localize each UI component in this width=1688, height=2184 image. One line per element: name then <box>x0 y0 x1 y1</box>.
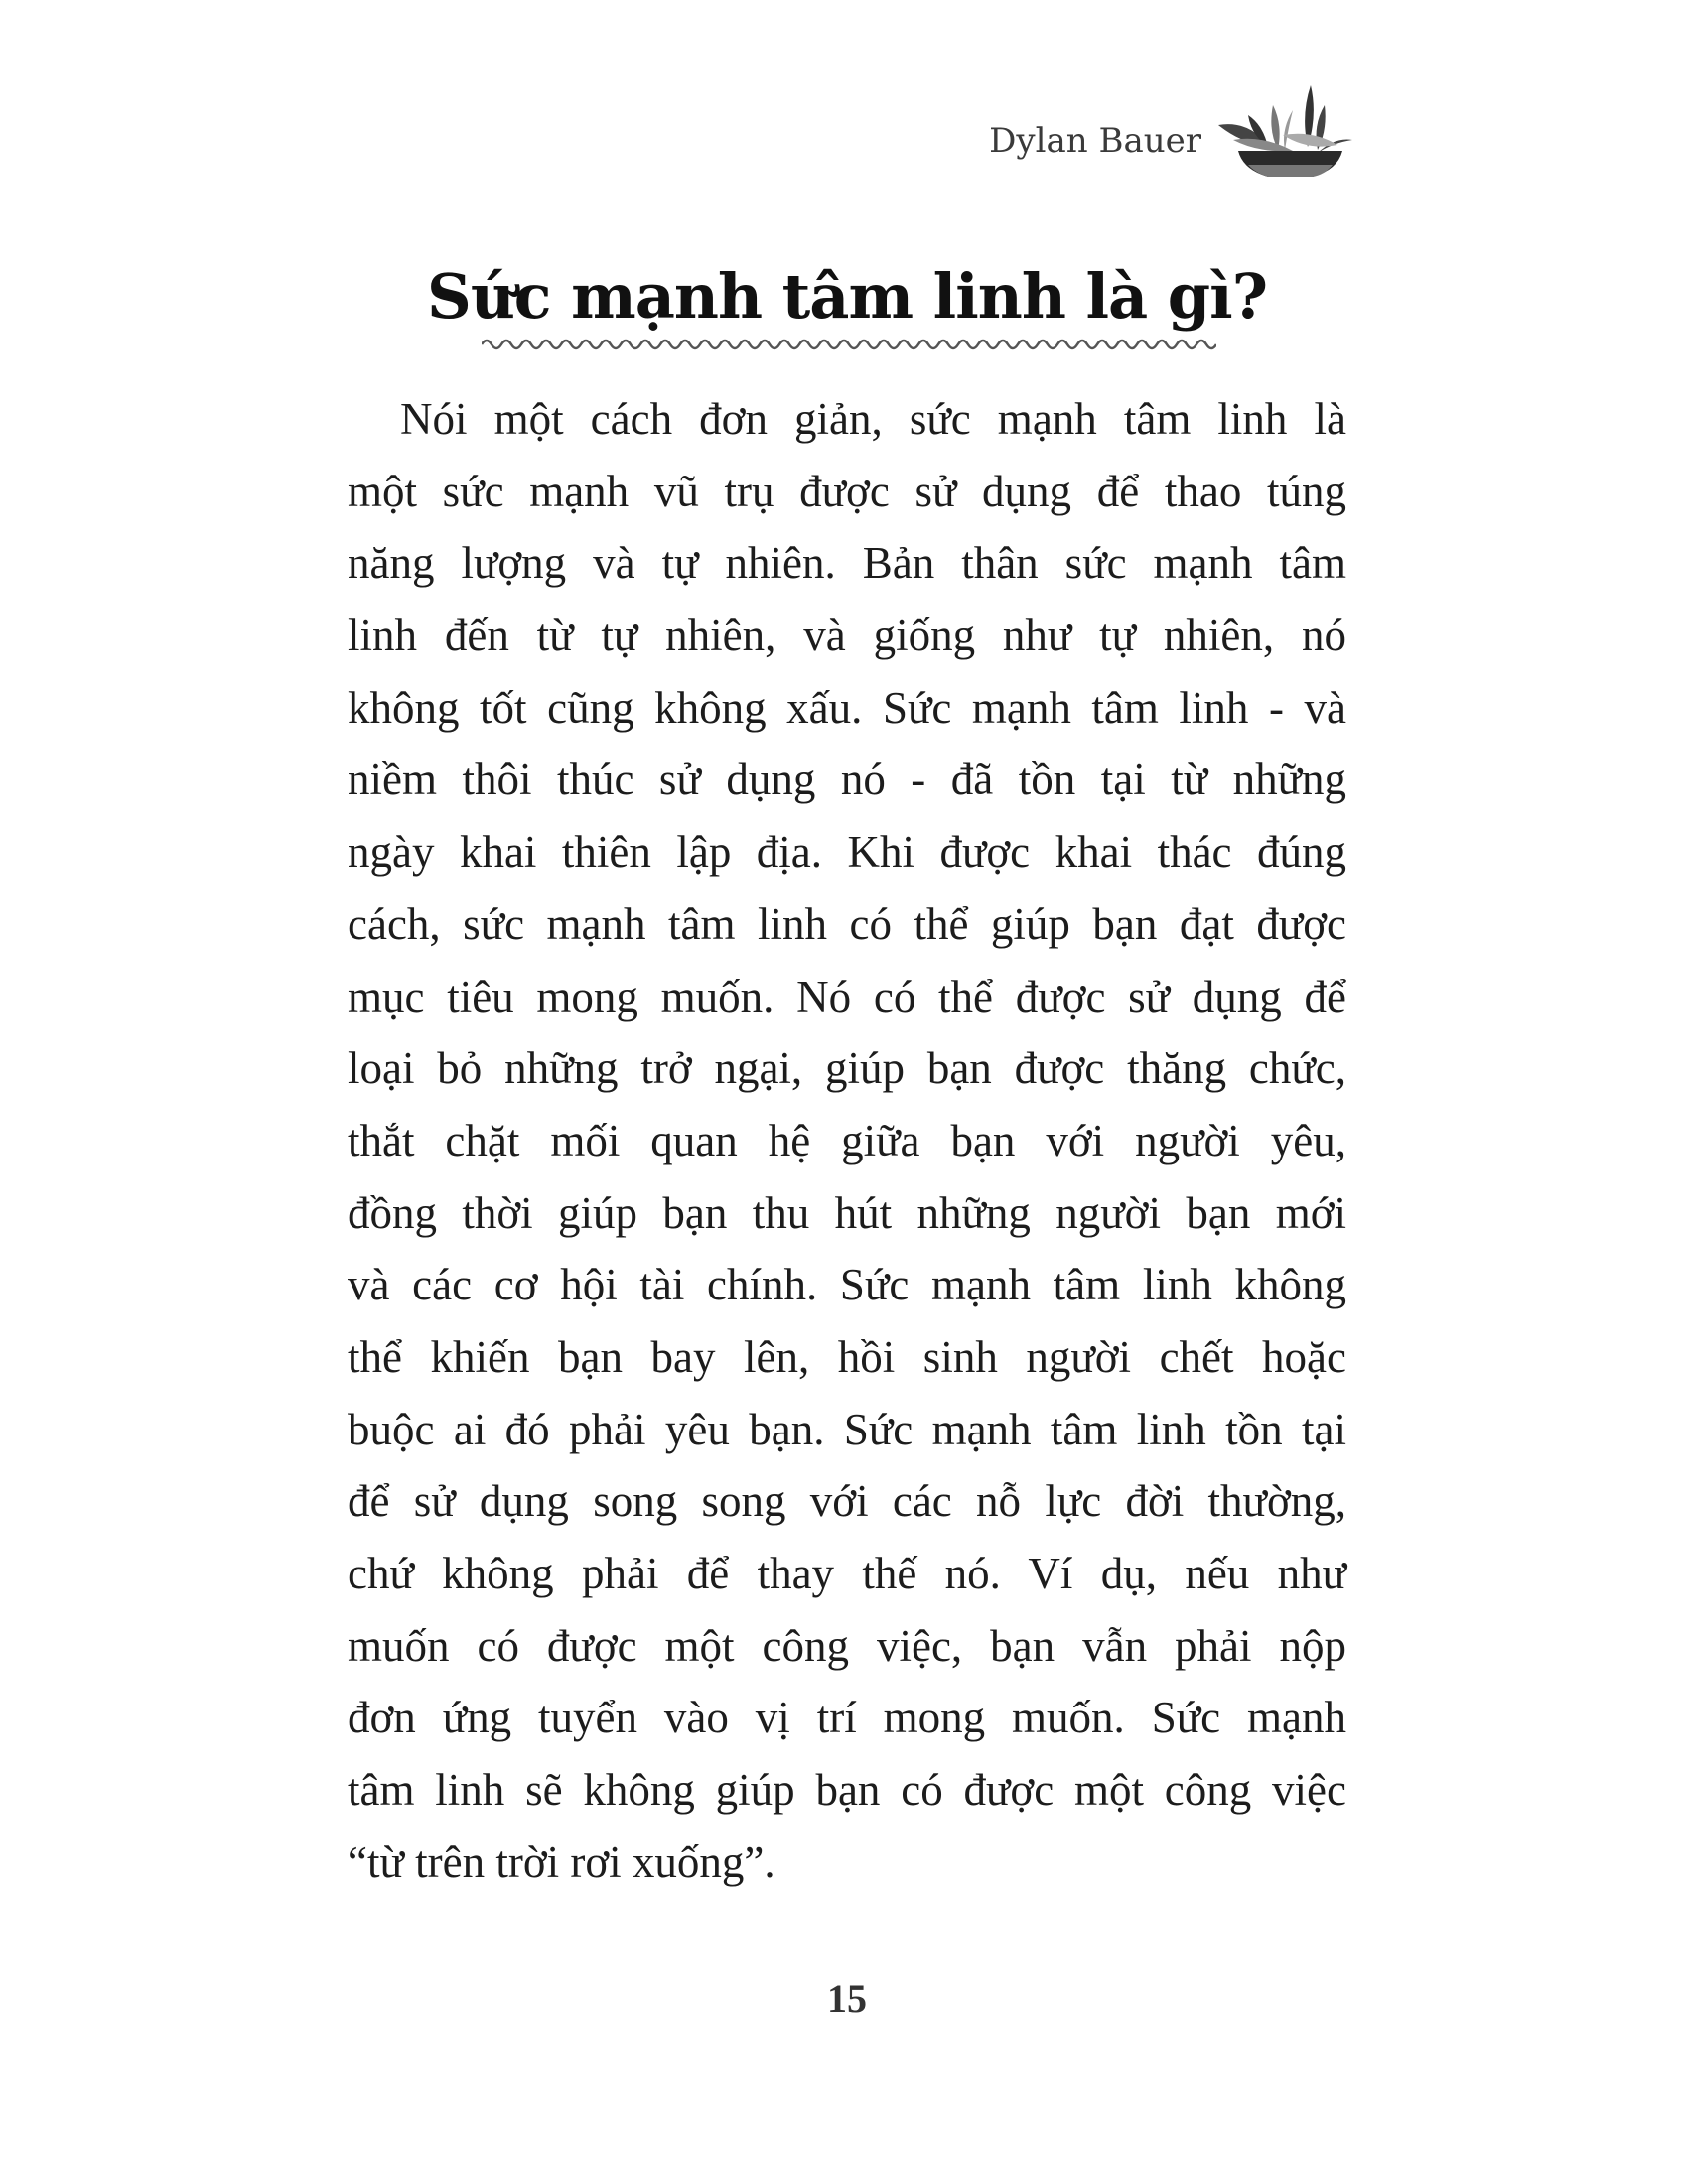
text-line: không tốt cũng không xấu. Sức mạnh tâm linh - và <box>348 682 1346 733</box>
page-number: 15 <box>827 1977 867 2021</box>
text-line: muốn có được một công việc, bạn vẫn phải nộp <box>348 1620 1346 1671</box>
text-line: năng lượng và tự nhiên. Bản thân sức mạnh tâm <box>348 538 1346 589</box>
text-line: “từ trên trời rơi xuống”. <box>348 1837 775 1887</box>
text-line: mục tiêu mong muốn. Nó có thể được sử dụng để <box>348 971 1346 1022</box>
text-line: Nói một cách đơn giản, sức mạnh tâm linh là <box>400 394 1346 444</box>
leaf-bowl-icon <box>1213 85 1357 185</box>
text-line: ngày khai thiên lập địa. Khi được khai thác đúng <box>348 827 1346 878</box>
text-line: đơn ứng tuyển vào vị trí mong muốn. Sức mạnh <box>348 1693 1346 1743</box>
running-header-author: Dylan Bauer <box>989 121 1201 161</box>
text-line: niềm thôi thúc sử dụng nó - đã tồn tại từ những <box>348 754 1346 805</box>
text-line: cách, sức mạnh tâm linh có thể giúp bạn đạt được <box>348 898 1346 949</box>
text-line: chứ không phải để thay thế nó. Ví dụ, nếu như <box>348 1549 1346 1598</box>
text-line: đồng thời giúp bạn thu hút những người bạn mới <box>348 1187 1346 1238</box>
text-line: loại bỏ những trở ngại, giúp bạn được thăng chức, <box>348 1043 1346 1094</box>
wavy-divider <box>482 333 1216 356</box>
text-line: một sức mạnh vũ trụ được sử dụng để thao túng <box>348 466 1346 516</box>
body-text <box>348 383 1346 1898</box>
text-line: buộc ai đó phải yêu bạn. Sức mạnh tâm linh tồn tại <box>348 1404 1346 1454</box>
text-line: để sử dụng song song với các nỗ lực đời thường, <box>348 1476 1346 1527</box>
text-line: linh đến từ tự nhiên, và giống như tự nhiên, nó <box>348 611 1346 661</box>
text-line: thắt chặt mối quan hệ giữa bạn với người yêu, <box>348 1115 1346 1165</box>
text-line: tâm linh sẽ không giúp bạn có được một công việc <box>348 1765 1346 1816</box>
page-title: Sức mạnh tâm linh là gì? <box>426 260 1268 333</box>
text-line: và các cơ hội tài chính. Sức mạnh tâm linh không <box>348 1260 1346 1310</box>
text-line: thể khiến bạn bay lên, hồi sinh người chết hoặc <box>348 1331 1346 1382</box>
